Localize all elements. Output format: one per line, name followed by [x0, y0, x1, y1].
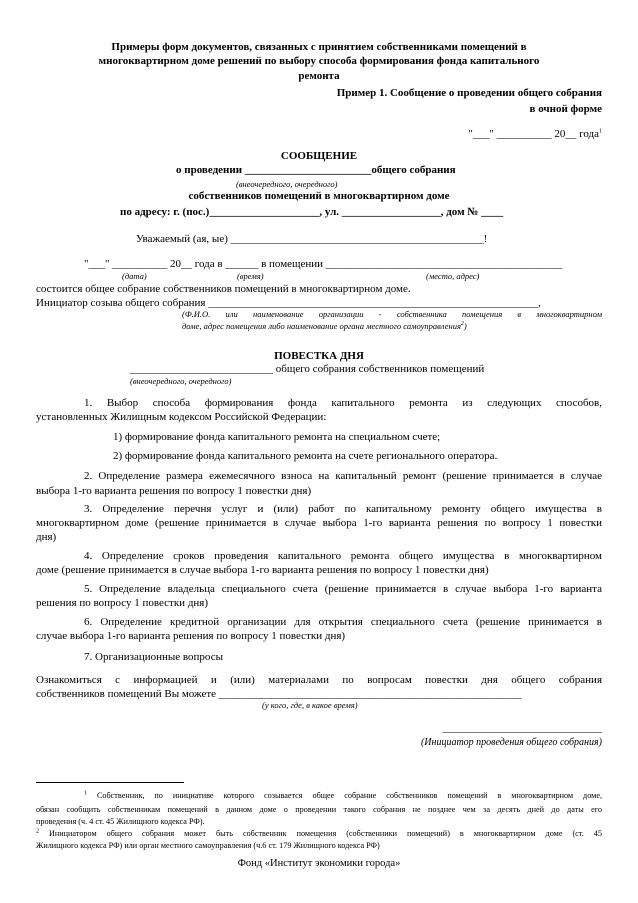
footnote-2-line-1 [36, 829, 602, 839]
notice-line-1: о проведении _______________________общего собрания [176, 164, 456, 176]
agenda-type-hint: (внеочередного, очередного) [130, 376, 232, 386]
footnote-1-mark: 1 [84, 790, 87, 797]
document-title-line-1: Примеры форм документов, связанных с принятием собственниками помещений в [111, 41, 527, 53]
meeting-time-hint: (время) [237, 271, 264, 281]
agenda-item-4-line-1: 4. Определение сроков проведения капитального ремонта общего имущества в многоквартирном [84, 550, 602, 562]
agenda-item-1-line-2: установленных Жилищным кодексом Российской Федерации: [36, 411, 327, 423]
agenda-type-line: __________________________ общего собрания собственников помещений [130, 363, 485, 375]
agenda-item-1-line-1: 1. Выбор способа формирования фонда капитального ремонта из следующих способов, [84, 397, 602, 409]
agenda-item-6-line-1: 6. Определение кредитной организации для открытия специального счета (решение принимается в [84, 616, 602, 628]
footnote-2-text-a: Инициатором общего собрания может быть собственник помещения (собственники помещений) в многоквартирном доме (ст. 45 [48, 829, 602, 838]
greeting-line: Уважаемый (ая, ые) ______________________________________________! [136, 233, 488, 245]
closing-hint: (у кого, где, в какое время) [262, 700, 358, 710]
initiator-hint-close: ) [463, 321, 467, 331]
notice-address-line: по адресу: г. (пос.)____________________, ул. __________________, дом № ____ [120, 206, 504, 218]
footnote-1-text-a: Собственник, по инициативе которого созывается общее собрание собственников помещений в многоквартирном доме, [96, 791, 602, 800]
date-line-text: "___" __________ 20__ года [468, 128, 599, 140]
footnote-ref-2: 2 [460, 321, 464, 328]
agenda-item-3-line-1: 3. Определение перечня услуг и (или) работ по капитальному ремонту общего имущества в [84, 503, 602, 515]
initiator-hint-line-2 [182, 321, 467, 331]
notice-line-2: собственников помещений в многоквартирном доме [188, 190, 450, 202]
agenda-item-3-line-2: многоквартирном доме (решение принимается в случае выбора 1-го варианта решения по вопросу 1 повестки [36, 517, 602, 529]
agenda-item-5-line-1: 5. Определение владельца специального счета (решение принимается в случае выбора 1-го варианта [84, 583, 602, 595]
agenda-item-7: 7. Организационные вопросы [84, 651, 223, 663]
document-title-line-3: ремонта [298, 70, 340, 82]
initiator-hint-text: доме, адрес помещения либо наименование органа местного самоуправления [182, 321, 461, 331]
footnote-1-line-1 [84, 791, 602, 801]
notice-heading: СООБЩЕНИЕ [280, 150, 358, 162]
agenda-item-2-line-2: выбора 1-го варианта решения по вопросу 1 повестки дня) [36, 485, 312, 497]
meeting-text: состоится общее собрание собственников помещений в многоквартирном доме. [36, 283, 411, 295]
notice-line-1-hint: (внеочередного, очередного) [236, 179, 338, 189]
agenda-item-3-line-3: дня) [36, 531, 57, 543]
footnote-1-line-2: обязан сообщить собственникам помещений в данном доме о проведении такого собрания не позднее чем за десять дней до даты его [36, 805, 602, 814]
footnote-ref-1: 1 [599, 128, 602, 135]
date-line [468, 128, 602, 141]
meeting-place-hint: (место, адрес) [426, 271, 480, 281]
agenda-item-1-option-1: 1) формирование фонда капитального ремонта на специальном счете; [113, 431, 441, 443]
closing-line-1: Ознакомиться с информацией и (или) материалами по вопросам повестки дня общего собрания [36, 674, 602, 686]
initiator-hint-line-1: (Ф.И.О. или наименование организации - собственника помещения в многоквартирном [182, 309, 602, 319]
meeting-date-hint: (дата) [122, 271, 147, 281]
signature-hint: (Инициатор проведения общего собрания) [420, 737, 602, 748]
agenda-item-5-line-2: решения по вопросу 1 повестки дня) [36, 597, 209, 609]
footnote-1-line-3: проведения (ч. 4 ст. 45 Жилищного кодекса РФ). [36, 817, 205, 826]
initiator-line: Инициатор созыва общего собрания ____________________________________________________________, [36, 297, 541, 309]
footnote-separator [36, 782, 184, 783]
page-footer: Фонд «Институт экономики города» [237, 858, 401, 869]
signature-line: _____________________________ [442, 722, 602, 734]
footnote-2-mark: 2 [36, 828, 39, 835]
agenda-item-4-line-2: доме (решение принимается в случае выбора 1-го варианта решения по вопросу 1 повестки дня) [36, 564, 489, 576]
document-title-line-2: многоквартирном доме решений по выбору способа формирования фонда капитального [98, 55, 540, 67]
example-heading-line-1: Пример 1. Сообщение о проведении общего собрания [336, 87, 602, 99]
agenda-item-6-line-2: случае выбора 1-го варианта решения по вопросу 1 повестки дня) [36, 630, 346, 642]
closing-line-2: собственников помещений Вы можете _______________________________________________________ [36, 688, 522, 700]
meeting-datetime-line: "___" __________ 20__ года в ______ в помещении ___________________________________________ [84, 258, 563, 270]
agenda-heading: ПОВЕСТКА ДНЯ [274, 350, 364, 362]
footnote-2-line-2: Жилищного кодекса РФ) или орган местного самоуправления (ч.6 ст. 179 Жилищного кодекса РФ) [36, 841, 380, 850]
agenda-item-2-line-1: 2. Определение размера ежемесячного взноса на капитальный ремонт (решение принимается в случае [84, 470, 602, 482]
example-heading-line-2: в очной форме [529, 103, 602, 115]
agenda-item-1-option-2: 2) формирование фонда капитального ремонта на счете регионального оператора. [113, 450, 498, 462]
